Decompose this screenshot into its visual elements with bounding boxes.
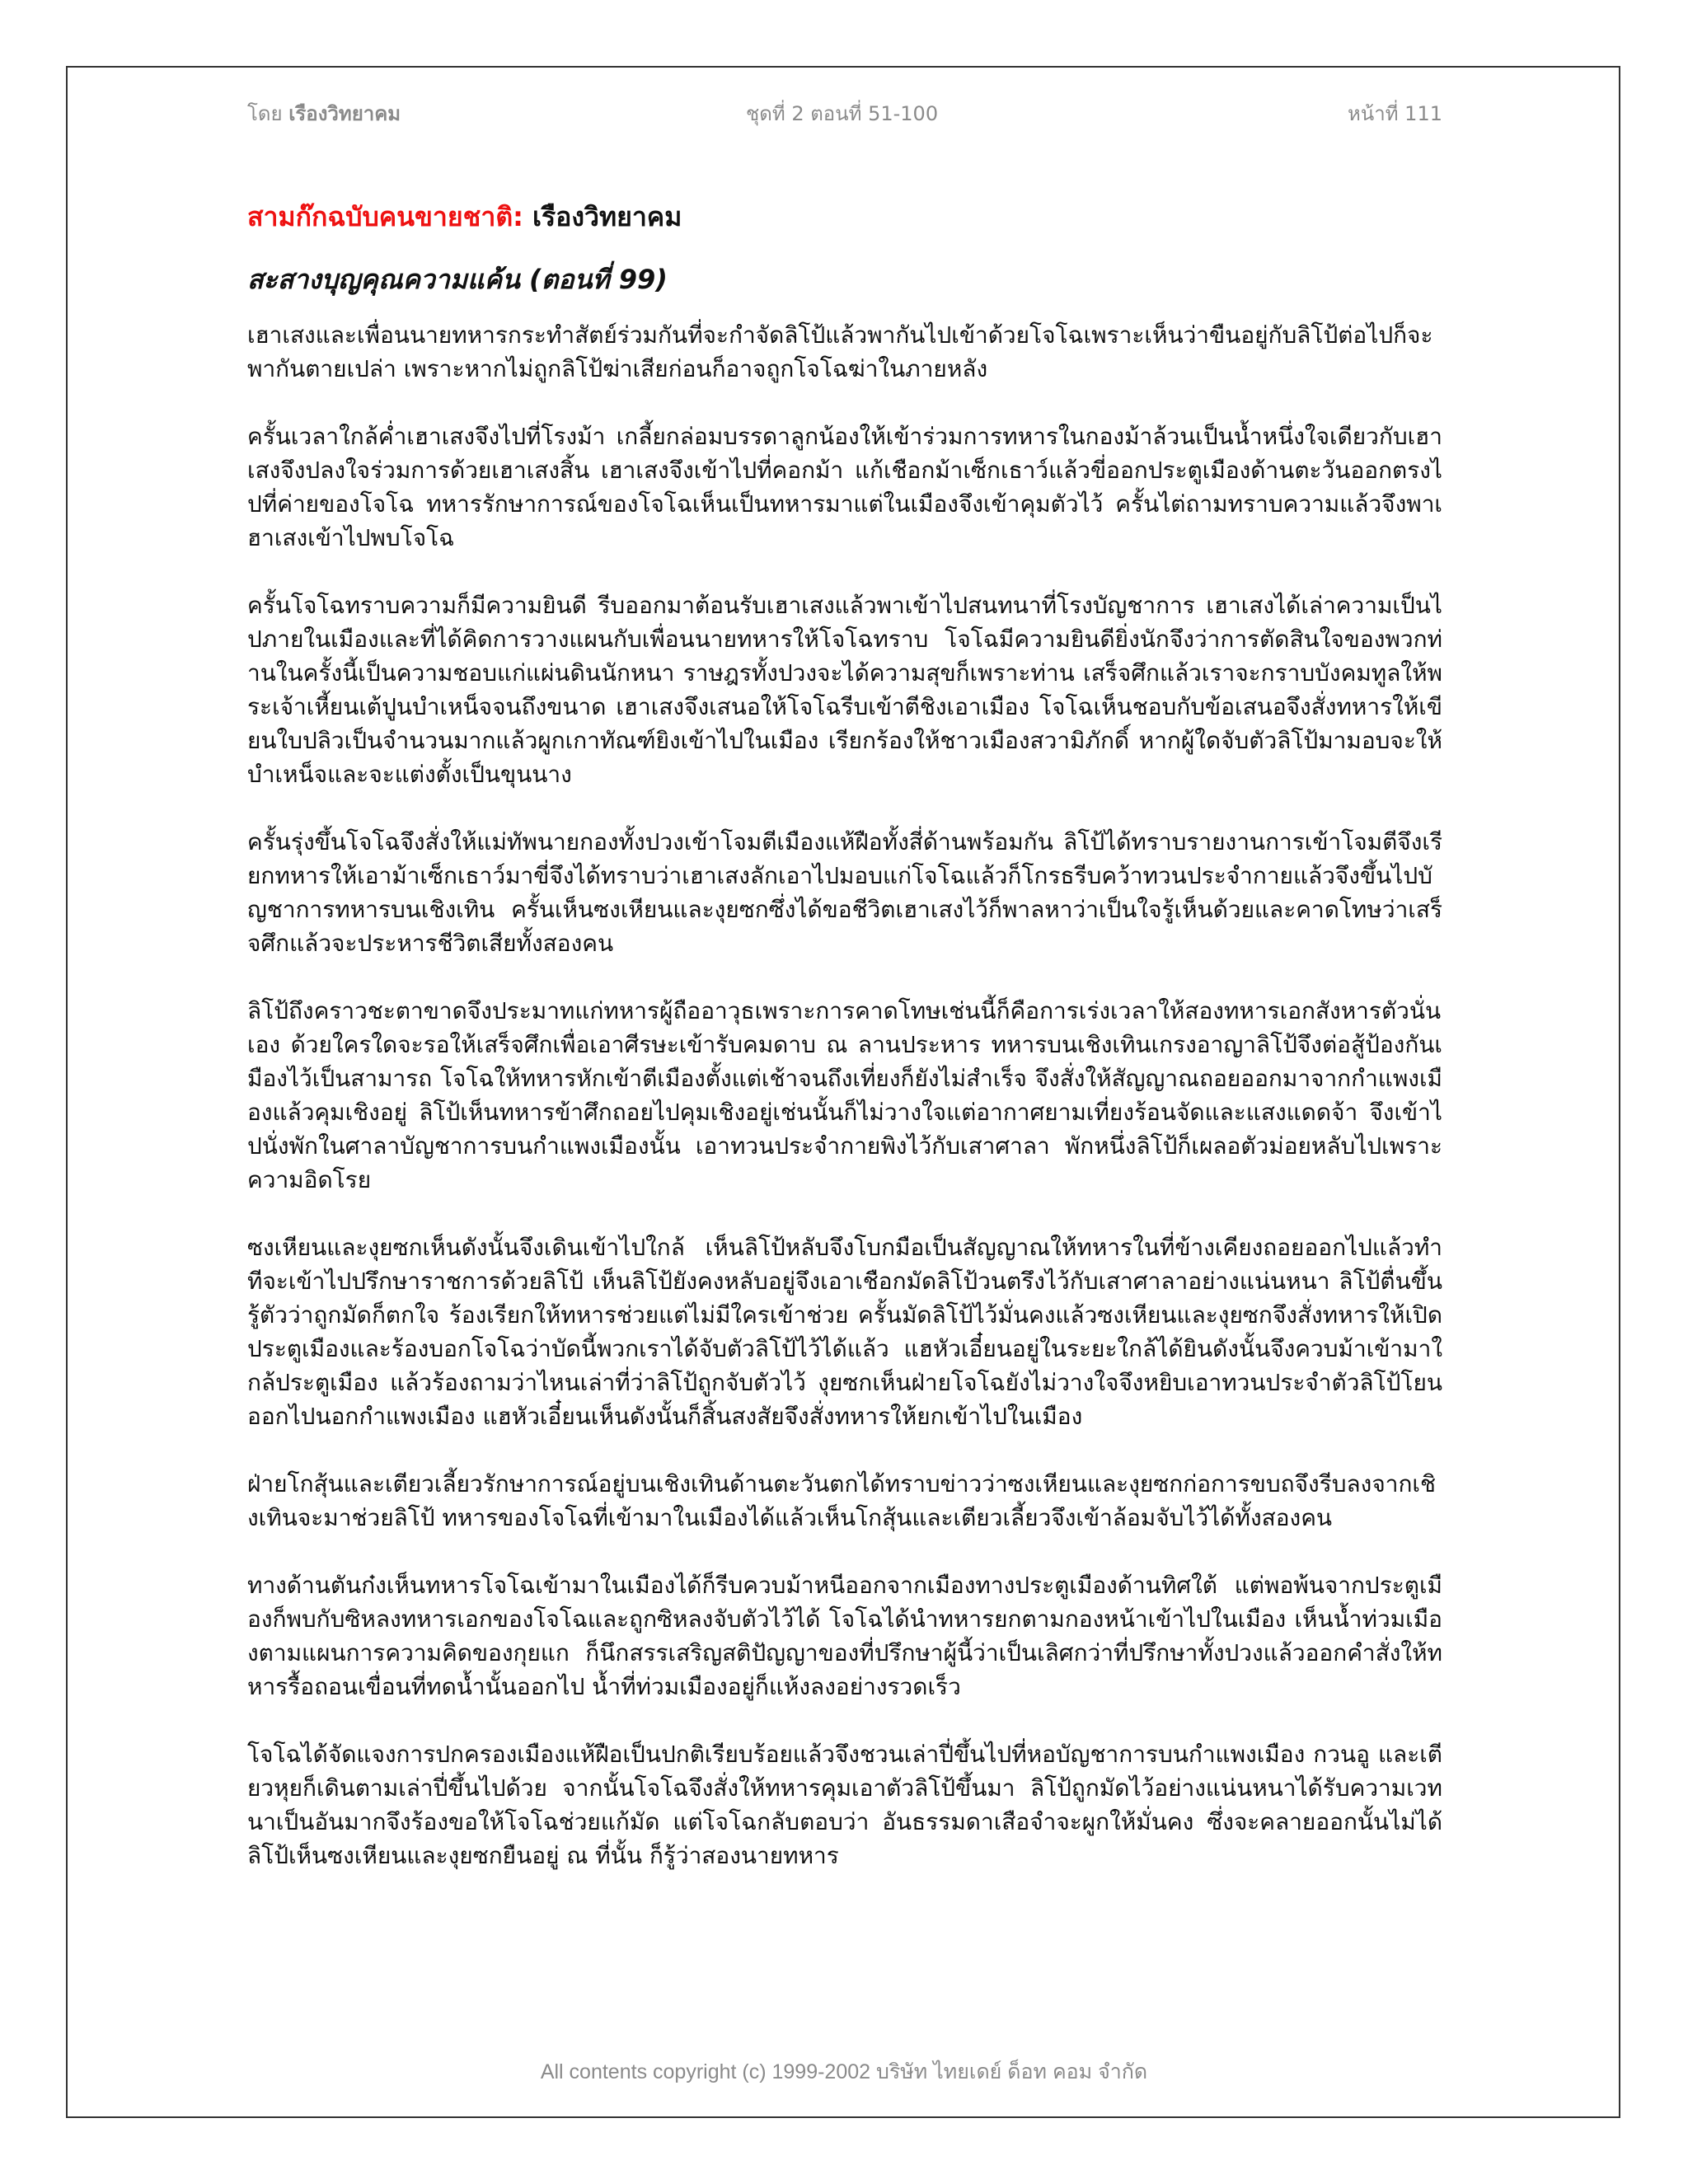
title-author: เรืองวิทยาคม (532, 201, 682, 232)
paragraph: ครั้นรุ่งขึ้นโจโฉจึงสั่งให้แม่ทัพนายกองทั้งปวงเข้าโจมตีเมืองแห้ฝือทั้งสี่ด้านพร้อมกัน ลิโป้ได้ทราบรายงานการเข้าโจมตีจึงเรียกทหารให้เอาม้าเซ็กเธาว์มาขี่จึงได้ทราบว่าเฮาเสงลักเอาไปมอบแก่โจโฉแล้วก็โกรธรีบคว้าทวนประจำกายแล้วจึงขึ้นไปบัญชาการทหารบนเชิงเทิน ครั้นเห็นซงเหียนและงุยซกซึ่งได้ขอชีวิตเฮาเสงไว้ก็พาลหาว่าเป็นใจรู้เห็นด้วยและคาดโทษว่าเสร็จศึกแล้วจะประหารชีวิตเสียทั้งสองคน (247, 828, 1442, 957)
header-by-label: โดย (247, 102, 283, 125)
series-title: สามก๊กฉบับคนขายชาติ: (247, 201, 523, 232)
paragraph: โจโฉได้จัดแจงการปกครองเมืองแห้ฝือเป็นปกติเรียบร้อยแล้วจึงชวนเล่าปี่ขึ้นไปที่หอบัญชาการบนกำแพงเมือง กวนอู และเตียวหุยก็เดินตามเล่าปี่ขึ้นไปด้วย จากนั้นโจโฉจึงสั่งให้ทหารคุมเอาตัวลิโป้ขึ้นมา ลิโป้ถูกมัดไว้อย่างแน่นหนาได้รับความเวทนาเป็นอันมากจึงร้องขอให้โจโฉช่วยแก้มัด แต่โจโฉกลับตอบว่า อันธรรมดาเสือจำจะผูกให้มั่นคง ซึ่งจะคลายออกนั้นไม่ได้ ลิโป้เห็นซงเหียนและงุยซกยืนอยู่ ณ ที่นั้น ก็รู้ว่าสองนายทหาร (247, 1741, 1442, 1869)
paragraph: ครั้นเวลาใกล้ค่ำเฮาเสงจึงไปที่โรงม้า เกลี้ยกล่อมบรรดาลูกน้องให้เข้าร่วมการทหารในกองม้าล้วนเป็นน้ำหนึ่งใจเดียวกับเฮาเสงจึงปลงใจร่วมการด้วยเฮาเสงสิ้น เฮาเสงจึงเข้าไปที่คอกม้า แก้เชือกม้าเซ็กเธาว์แล้วขี่ออกประตูเมืองด้านตะวันออกตรงไปที่ค่ายของโจโฉ ทหารรักษาการณ์ของโจโฉเห็นเป็นทหารมาแต่ในเมืองจึงเข้าคุมตัวไว้ ครั้นไต่ถามทราบความแล้วจึงพาเฮาเสงเข้าไปพบโจโฉ (247, 423, 1442, 551)
header-author-name: เรืองวิทยาคม (288, 102, 401, 125)
article-title (247, 196, 1442, 237)
paragraph: ครั้นโจโฉทราบความก็มีความยินดี รีบออกมาต้อนรับเฮาเสงแล้วพาเข้าไปสนทนาที่โรงบัญชาการ เฮาเสงได้เล่าความเป็นไปภายในเมืองและที่ได้คิดการวางแผนกับเพื่อนนายทหารให้โจโฉทราบ โจโฉมีความยินดียิ่งนักจึงว่าการตัดสินใจของพวกท่านในครั้งนี้เป็นความชอบแก่แผ่นดินนักหนา ราษฎรทั้งปวงจะได้ความสุขก็เพราะท่าน เสร็จศึกแล้วเราจะกราบบังคมทูลให้พระเจ้าเหี้ยนเต้ปูนบำเหน็จจนถึงขนาด เฮาเสงจึงเสนอให้โจโฉรีบเข้าตีชิงเอาเมือง โจโฉเห็นชอบกับข้อเสนอจึงสั่งทหารให้เขียนใบปลิวเป็นจำนวนมากแล้วผูกเกาทัณฑ์ยิงเข้าไปในเมือง เรียกร้องให้ชาวเมืองสวามิภักดิ์ หากผู้ใดจับตัวลิโป้มามอบจะให้บำเหน็จและจะแต่งตั้งเป็นขุนนาง (247, 592, 1442, 788)
copyright-footer: All contents copyright (c) 1999-2002 บริษัท ไทยเดย์ ด็อท คอม จำกัด (540, 2060, 1148, 2083)
paragraph: ทางด้านตันก๋งเห็นทหารโจโฉเข้ามาในเมืองได้ก็รีบควบม้าหนีออกจากเมืองทางประตูเมืองด้านทิศใต้ แต่พอพ้นจากประตูเมืองก็พบกับซิหลงทหารเอกของโจโฉและถูกซิหลงจับตัวไว้ได้ โจโฉได้นำทหารยกตามกองหน้าเข้าไปในเมือง เห็นน้ำท่วมเมืองตามแผนการความคิดของกุยแก ก็นึกสรรเสริญสติปัญญาของที่ปรึกษาผู้นี้ว่าเป็นเลิศกว่าที่ปรึกษาทั้งปวงแล้วออกคำสั่งให้ทหารรื้อถอนเขื่อนที่ทดน้ำนั้นออกไป น้ำที่ท่วมเมืองอยู่ก็แห้งลงอย่างรวดเร็ว (247, 1572, 1442, 1700)
paragraph: ลิโป้ถึงคราวชะตาขาดจึงประมาทแก่ทหารผู้ถืออาวุธเพราะการคาดโทษเช่นนี้ก็คือการเร่งเวลาให้สองทหารเอกสังหารตัวนั่นเอง ด้วยใครใดจะรอให้เสร็จศึกเพื่อเอาศีรษะเข้ารับคมดาบ ณ ลานประหาร ทหารบนเชิงเทินเกรงอาญาลิโป้จึงต่อสู้ป้องกันเมืองไว้เป็นสามารถ โจโฉให้ทหารหักเข้าตีเมืองตั้งแต่เช้าจนถึงเที่ยงก็ยังไม่สำเร็จ จึงสั่งให้สัญญาณถอยออกมาจากกำแพงเมืองแล้วคุมเชิงอยู่ ลิโป้เห็นทหารข้าศึกถอยไปคุมเชิงอยู่เช่นนั้นก็ไม่วางใจแต่อากาศยามเที่ยงร้อนจัดและแสงแดดจ้า จึงเข้าไปนั่งพักในศาลาบัญชาการบนกำแพงเมืองนั้น เอาทวนประจำกายพิงไว้กับเสาศาลา พักหนึ่งลิโป้ก็เผลอตัวม่อยหลับไปเพราะความอิดโรย (247, 997, 1442, 1193)
article-body (247, 196, 1442, 1906)
header-page-number: หน้าที่ 111 (1348, 102, 1442, 125)
header-author (247, 97, 401, 129)
paragraph: ฝ่ายโกสุ้นและเตียวเลี้ยวรักษาการณ์อยู่บนเชิงเทินด้านตะวันตกได้ทราบข่าวว่าซงเหียนและงุยซกก่อการขบถจึงรีบลงจากเชิงเทินจะมาช่วยลิโป้ ทหารของโจโฉที่เข้ามาในเมืองได้แล้วเห็นโกสุ้นและเตียวเลี้ยวจึงเข้าล้อมจับไว้ได้ทั้งสองคน (247, 1470, 1436, 1531)
paragraph: เฮาเสงและเพื่อนนายทหารกระทำสัตย์ร่วมกันที่จะกำจัดลิโป้แล้วพากันไปเข้าด้วยโจโฉเพราะเห็นว่าขืนอยู่กับลิโป้ต่อไปก็จะพากันตายเปล่า เพราะหากไม่ถูกลิโป้ฆ่าเสียก่อนก็อาจถูกโจโฉฆ่าในภายหลัง (247, 321, 1433, 382)
page-header (247, 97, 1442, 130)
paragraph: ซงเหียนและงุยซกเห็นดังนั้นจึงเดินเข้าไปใกล้ เห็นลิโป้หลับจึงโบกมือเป็นสัญญาณให้ทหารในที่ข้างเคียงถอยออกไปแล้วทำทีจะเข้าไปปรึกษาราชการด้วยลิโป้ เห็นลิโป้ยังคงหลับอยู่จึงเอาเชือกมัดลิโป้วนตรึงไว้กับเสาศาลาอย่างแน่นหนา ลิโป้ตื่นขึ้นรู้ตัวว่าถูกมัดก็ตกใจ ร้องเรียกให้ทหารช่วยแต่ไม่มีใครเข้าช่วย ครั้นมัดลิโป้ไว้มั่นคงแล้วซงเหียนและงุยซกจึงสั่งทหารให้เปิดประตูเมืองและร้องบอกโจโฉว่าบัดนี้พวกเราได้จับตัวลิโป้ไว้ได้แล้ว แฮหัวเอี๋ยนอยู่ในระยะใกล้ได้ยินดังนั้นจึงควบม้าเข้ามาใกล้ประตูเมือง แล้วร้องถามว่าไหนเล่าที่ว่าลิโป้ถูกจับตัวไว้ งุยซกเห็นฝ่ายโจโฉยังไม่วางใจจึงหยิบเอาทวนประจำตัวลิโป้โยนออกไปนอกกำแพงเมือง แฮหัวเอี๋ยนเห็นดังนั้นก็สิ้นสงสัยจึงสั่งทหารให้ยกเข้าไปในเมือง (247, 1234, 1442, 1430)
header-series-info: ชุดที่ 2 ตอนที่ 51-100 (746, 102, 939, 125)
episode-title: สะสางบุญคุณความแค้น (ตอนที่ 99) (247, 264, 668, 295)
